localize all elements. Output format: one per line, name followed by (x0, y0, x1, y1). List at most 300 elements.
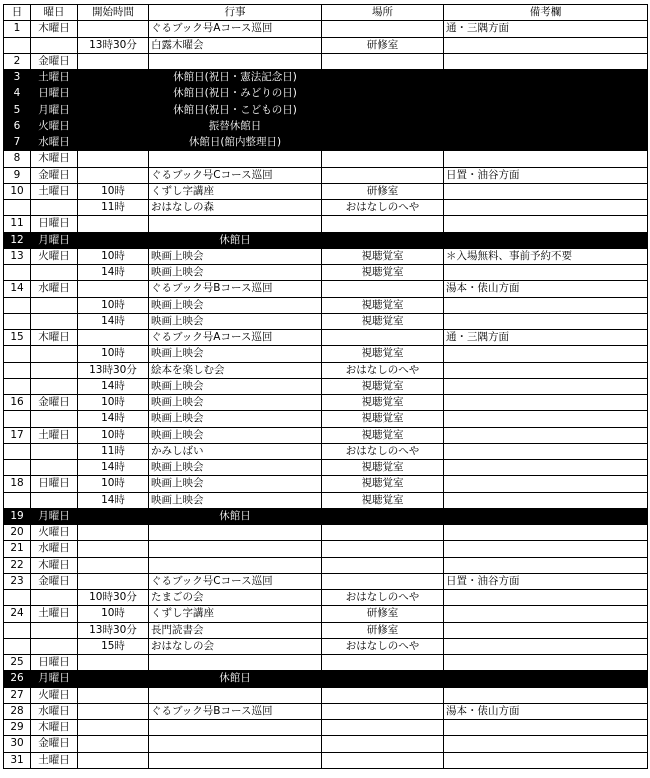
start-time-cell: 10時30分 (78, 590, 149, 606)
header-start-time: 開始時間 (78, 5, 149, 21)
note-cell: 日置・油谷方面 (444, 167, 648, 183)
event-cell (149, 525, 322, 541)
place-cell (322, 53, 444, 69)
event-cell: 休館日(祝日・こどもの日) (149, 102, 322, 118)
place-cell (322, 687, 444, 703)
place-cell (322, 167, 444, 183)
place-cell (322, 151, 444, 167)
weekday-cell: 木曜日 (31, 557, 78, 573)
event-cell: 映画上映会 (149, 248, 322, 264)
event-cell (149, 687, 322, 703)
weekday-cell: 土曜日 (31, 70, 78, 86)
day-cell (4, 37, 31, 53)
event-cell: 映画上映会 (149, 346, 322, 362)
start-time-cell (78, 541, 149, 557)
place-cell (322, 703, 444, 719)
event-cell: ぐるブック号Bコース巡回 (149, 703, 322, 719)
note-cell (444, 752, 648, 768)
note-cell (444, 86, 648, 102)
event-cell: 白露木曜会 (149, 37, 322, 53)
note-cell (444, 638, 648, 654)
table-row (4, 313, 648, 329)
table-row (4, 752, 648, 768)
note-cell (444, 443, 648, 459)
note-cell (444, 265, 648, 281)
event-cell: 休館日 (149, 508, 322, 524)
weekday-cell: 金曜日 (31, 53, 78, 69)
weekday-cell: 金曜日 (31, 573, 78, 589)
start-time-cell: 10時 (78, 248, 149, 264)
start-time-cell: 14時 (78, 411, 149, 427)
place-cell: 視聴覚室 (322, 411, 444, 427)
weekday-cell: 木曜日 (31, 720, 78, 736)
start-time-cell (78, 736, 149, 752)
note-cell (444, 70, 648, 86)
table-row (4, 638, 648, 654)
weekday-cell: 木曜日 (31, 151, 78, 167)
day-cell: 7 (4, 135, 31, 151)
day-cell: 8 (4, 151, 31, 167)
table-row (4, 53, 648, 69)
table-row (4, 606, 648, 622)
weekday-cell: 水曜日 (31, 135, 78, 151)
table-row (4, 703, 648, 719)
weekday-cell: 木曜日 (31, 330, 78, 346)
start-time-cell (78, 86, 149, 102)
weekday-cell: 月曜日 (31, 508, 78, 524)
weekday-cell (31, 200, 78, 216)
weekday-cell: 日曜日 (31, 216, 78, 232)
closed-day-row (4, 232, 648, 248)
note-cell (444, 622, 648, 638)
day-cell: 5 (4, 102, 31, 118)
event-cell: 休館日(祝日・憲法記念日) (149, 70, 322, 86)
table-row (4, 346, 648, 362)
event-cell (149, 557, 322, 573)
table-row (4, 330, 648, 346)
note-cell: 通・三隅方面 (444, 21, 648, 37)
event-cell: ぐるブック号Cコース巡回 (149, 167, 322, 183)
event-cell: くずし字講座 (149, 606, 322, 622)
table-row (4, 736, 648, 752)
start-time-cell (78, 671, 149, 687)
table-row (4, 720, 648, 736)
start-time-cell (78, 118, 149, 134)
weekday-cell (31, 411, 78, 427)
start-time-cell: 14時 (78, 492, 149, 508)
table-row (4, 687, 648, 703)
day-cell (4, 378, 31, 394)
weekday-cell (31, 346, 78, 362)
day-cell (4, 362, 31, 378)
event-cell (149, 541, 322, 557)
table-row (4, 248, 648, 264)
table-row (4, 151, 648, 167)
weekday-cell: 月曜日 (31, 671, 78, 687)
start-time-cell (78, 752, 149, 768)
table-row (4, 411, 648, 427)
note-cell (444, 460, 648, 476)
note-cell (444, 395, 648, 411)
start-time-cell: 11時 (78, 443, 149, 459)
note-cell: 通・三隅方面 (444, 330, 648, 346)
event-cell: ぐるブック号Cコース巡回 (149, 573, 322, 589)
day-cell (4, 638, 31, 654)
place-cell: 視聴覚室 (322, 248, 444, 264)
event-cell: 映画上映会 (149, 265, 322, 281)
note-cell (444, 378, 648, 394)
day-cell: 27 (4, 687, 31, 703)
weekday-cell (31, 265, 78, 281)
day-cell (4, 265, 31, 281)
day-cell: 28 (4, 703, 31, 719)
day-cell: 11 (4, 216, 31, 232)
note-cell (444, 216, 648, 232)
note-cell (444, 687, 648, 703)
start-time-cell (78, 703, 149, 719)
schedule-document (3, 4, 648, 769)
start-time-cell (78, 151, 149, 167)
day-cell (4, 411, 31, 427)
note-cell (444, 37, 648, 53)
place-cell (322, 573, 444, 589)
table-row (4, 216, 648, 232)
place-cell: 視聴覚室 (322, 378, 444, 394)
start-time-cell (78, 557, 149, 573)
start-time-cell: 10時 (78, 395, 149, 411)
weekday-cell: 月曜日 (31, 102, 78, 118)
note-cell (444, 476, 648, 492)
table-row (4, 265, 648, 281)
place-cell: おはなしのへや (322, 362, 444, 378)
table-row (4, 362, 648, 378)
start-time-cell: 10時 (78, 297, 149, 313)
start-time-cell: 13時30分 (78, 362, 149, 378)
place-cell (322, 118, 444, 134)
event-cell: 映画上映会 (149, 427, 322, 443)
place-cell: 視聴覚室 (322, 265, 444, 281)
weekday-cell: 日曜日 (31, 86, 78, 102)
note-cell (444, 200, 648, 216)
place-cell (322, 70, 444, 86)
event-cell: 長門読書会 (149, 622, 322, 638)
schedule-body (4, 21, 648, 769)
place-cell (322, 557, 444, 573)
day-cell: 17 (4, 427, 31, 443)
event-cell (149, 752, 322, 768)
weekday-cell (31, 443, 78, 459)
day-cell: 30 (4, 736, 31, 752)
closed-day-row (4, 671, 648, 687)
event-cell (149, 151, 322, 167)
event-cell: たまごの会 (149, 590, 322, 606)
weekday-cell: 火曜日 (31, 687, 78, 703)
day-cell: 26 (4, 671, 31, 687)
event-cell: 映画上映会 (149, 395, 322, 411)
event-cell: 休館日(館内整理日) (149, 135, 322, 151)
weekday-cell (31, 37, 78, 53)
table-row (4, 476, 648, 492)
header-note: 備考欄 (444, 5, 648, 21)
note-cell (444, 508, 648, 524)
day-cell: 10 (4, 183, 31, 199)
weekday-cell (31, 460, 78, 476)
place-cell: 研修室 (322, 622, 444, 638)
table-row (4, 622, 648, 638)
weekday-cell (31, 622, 78, 638)
note-cell (444, 736, 648, 752)
weekday-cell: 水曜日 (31, 541, 78, 557)
start-time-cell: 14時 (78, 265, 149, 281)
start-time-cell: 10時 (78, 183, 149, 199)
day-cell (4, 590, 31, 606)
table-row (4, 427, 648, 443)
day-cell: 22 (4, 557, 31, 573)
weekday-cell (31, 313, 78, 329)
note-cell (444, 606, 648, 622)
start-time-cell (78, 573, 149, 589)
table-row (4, 492, 648, 508)
start-time-cell (78, 102, 149, 118)
place-cell (322, 541, 444, 557)
table-row (4, 200, 648, 216)
event-cell: ぐるブック号Bコース巡回 (149, 281, 322, 297)
day-cell: 24 (4, 606, 31, 622)
place-cell (322, 21, 444, 37)
closed-day-row (4, 508, 648, 524)
table-row (4, 460, 648, 476)
start-time-cell (78, 281, 149, 297)
note-cell: ＊入場無料、事前予約不要 (444, 248, 648, 264)
start-time-cell: 10時 (78, 476, 149, 492)
weekday-cell: 月曜日 (31, 232, 78, 248)
note-cell (444, 313, 648, 329)
place-cell: おはなしのへや (322, 590, 444, 606)
day-cell: 4 (4, 86, 31, 102)
day-cell (4, 297, 31, 313)
day-cell (4, 443, 31, 459)
weekday-cell: 金曜日 (31, 395, 78, 411)
place-cell (322, 281, 444, 297)
start-time-cell: 14時 (78, 460, 149, 476)
note-cell (444, 151, 648, 167)
day-cell: 31 (4, 752, 31, 768)
weekday-cell: 日曜日 (31, 476, 78, 492)
day-cell: 25 (4, 655, 31, 671)
start-time-cell: 10時 (78, 606, 149, 622)
place-cell (322, 752, 444, 768)
table-row (4, 541, 648, 557)
place-cell (322, 655, 444, 671)
weekday-cell: 土曜日 (31, 427, 78, 443)
table-row (4, 21, 648, 37)
event-cell: かみしばい (149, 443, 322, 459)
start-time-cell: 14時 (78, 378, 149, 394)
header-row (4, 5, 648, 21)
day-cell: 15 (4, 330, 31, 346)
note-cell (444, 655, 648, 671)
note-cell (444, 118, 648, 134)
place-cell (322, 720, 444, 736)
weekday-cell: 土曜日 (31, 752, 78, 768)
place-cell: おはなしのへや (322, 443, 444, 459)
place-cell (322, 671, 444, 687)
weekday-cell: 火曜日 (31, 248, 78, 264)
start-time-cell (78, 167, 149, 183)
start-time-cell: 14時 (78, 313, 149, 329)
day-cell: 20 (4, 525, 31, 541)
note-cell: 日置・油谷方面 (444, 573, 648, 589)
note-cell (444, 525, 648, 541)
event-cell: 映画上映会 (149, 313, 322, 329)
day-cell: 9 (4, 167, 31, 183)
table-row (4, 443, 648, 459)
place-cell (322, 232, 444, 248)
note-cell (444, 427, 648, 443)
event-cell: ぐるブック号Aコース巡回 (149, 21, 322, 37)
day-cell: 6 (4, 118, 31, 134)
place-cell: 視聴覚室 (322, 427, 444, 443)
place-cell (322, 525, 444, 541)
place-cell: 視聴覚室 (322, 460, 444, 476)
event-cell (149, 216, 322, 232)
table-row (4, 378, 648, 394)
closed-day-row (4, 118, 648, 134)
place-cell: おはなしのへや (322, 200, 444, 216)
weekday-cell: 金曜日 (31, 167, 78, 183)
event-cell: 映画上映会 (149, 460, 322, 476)
event-cell (149, 655, 322, 671)
header-day: 日 (4, 5, 31, 21)
day-cell: 29 (4, 720, 31, 736)
day-cell: 16 (4, 395, 31, 411)
weekday-cell (31, 297, 78, 313)
place-cell (322, 330, 444, 346)
event-cell (149, 736, 322, 752)
day-cell: 12 (4, 232, 31, 248)
day-cell: 21 (4, 541, 31, 557)
schedule-table (3, 4, 648, 769)
event-cell: 休館日(祝日・みどりの日) (149, 86, 322, 102)
note-cell (444, 183, 648, 199)
table-row (4, 281, 648, 297)
closed-day-row (4, 102, 648, 118)
day-cell: 19 (4, 508, 31, 524)
start-time-cell: 10時 (78, 346, 149, 362)
table-row (4, 167, 648, 183)
note-cell (444, 492, 648, 508)
start-time-cell (78, 525, 149, 541)
event-cell: 休館日 (149, 232, 322, 248)
note-cell (444, 53, 648, 69)
place-cell: 視聴覚室 (322, 313, 444, 329)
weekday-cell: 火曜日 (31, 525, 78, 541)
start-time-cell (78, 232, 149, 248)
event-cell: 振替休館日 (149, 118, 322, 134)
note-cell (444, 720, 648, 736)
place-cell: 研修室 (322, 37, 444, 53)
place-cell: 研修室 (322, 183, 444, 199)
closed-day-row (4, 70, 648, 86)
table-row (4, 525, 648, 541)
table-row (4, 297, 648, 313)
start-time-cell (78, 720, 149, 736)
table-row (4, 37, 648, 53)
start-time-cell (78, 687, 149, 703)
header-weekday: 曜日 (31, 5, 78, 21)
start-time-cell: 15時 (78, 638, 149, 654)
place-cell (322, 216, 444, 232)
start-time-cell (78, 330, 149, 346)
place-cell (322, 736, 444, 752)
place-cell (322, 508, 444, 524)
weekday-cell: 日曜日 (31, 655, 78, 671)
day-cell (4, 492, 31, 508)
note-cell (444, 362, 648, 378)
start-time-cell (78, 53, 149, 69)
place-cell: おはなしのへや (322, 638, 444, 654)
header-place: 場所 (322, 5, 444, 21)
start-time-cell: 10時 (78, 427, 149, 443)
event-cell: おはなしの会 (149, 638, 322, 654)
day-cell (4, 346, 31, 362)
closed-day-row (4, 86, 648, 102)
note-cell (444, 232, 648, 248)
weekday-cell: 土曜日 (31, 606, 78, 622)
note-cell (444, 411, 648, 427)
day-cell: 14 (4, 281, 31, 297)
start-time-cell: 13時30分 (78, 622, 149, 638)
note-cell (444, 102, 648, 118)
table-row (4, 395, 648, 411)
note-cell (444, 135, 648, 151)
table-row (4, 557, 648, 573)
day-cell (4, 313, 31, 329)
day-cell: 18 (4, 476, 31, 492)
place-cell: 視聴覚室 (322, 297, 444, 313)
weekday-cell: 金曜日 (31, 736, 78, 752)
weekday-cell (31, 362, 78, 378)
day-cell (4, 460, 31, 476)
table-row (4, 655, 648, 671)
table-row (4, 590, 648, 606)
note-cell (444, 557, 648, 573)
start-time-cell (78, 508, 149, 524)
event-cell (149, 720, 322, 736)
weekday-cell: 水曜日 (31, 281, 78, 297)
start-time-cell (78, 21, 149, 37)
note-cell (444, 346, 648, 362)
weekday-cell: 土曜日 (31, 183, 78, 199)
header-event: 行事 (149, 5, 322, 21)
place-cell: 視聴覚室 (322, 492, 444, 508)
day-cell (4, 622, 31, 638)
day-cell: 13 (4, 248, 31, 264)
place-cell (322, 102, 444, 118)
weekday-cell (31, 590, 78, 606)
event-cell: ぐるブック号Aコース巡回 (149, 330, 322, 346)
place-cell (322, 86, 444, 102)
start-time-cell (78, 216, 149, 232)
note-cell (444, 590, 648, 606)
weekday-cell: 火曜日 (31, 118, 78, 134)
note-cell (444, 541, 648, 557)
start-time-cell (78, 135, 149, 151)
day-cell: 1 (4, 21, 31, 37)
note-cell: 湯本・俵山方面 (444, 703, 648, 719)
closed-day-row (4, 135, 648, 151)
event-cell: 映画上映会 (149, 492, 322, 508)
